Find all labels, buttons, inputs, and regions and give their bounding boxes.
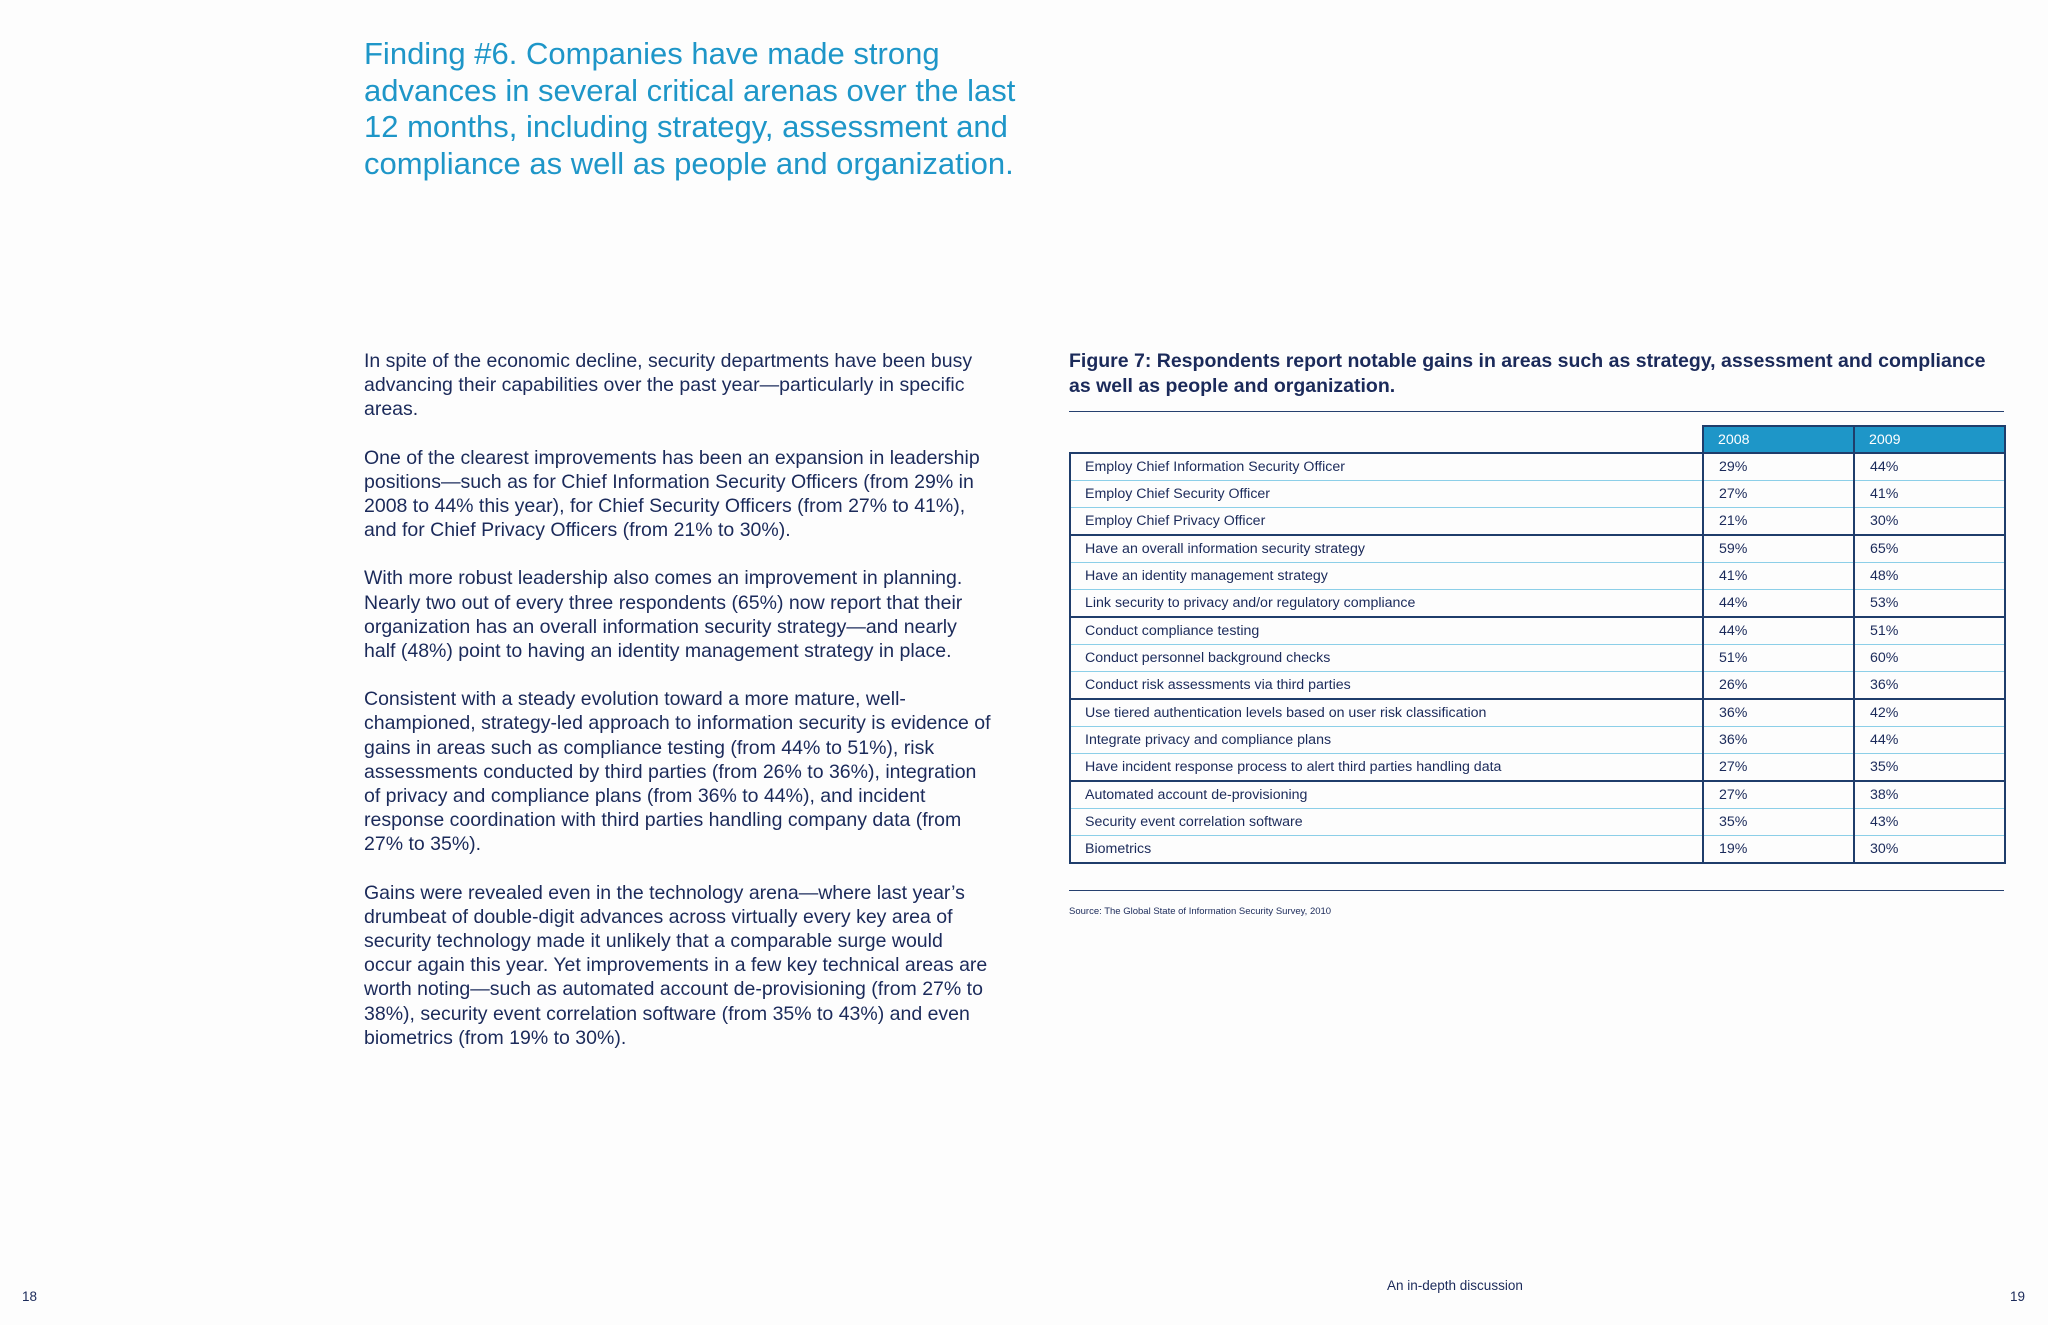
row-label: Link security to privacy and/or regulatory compliance [1070, 590, 1703, 618]
value-2008: 29% [1703, 453, 1854, 481]
row-label: Automated account de-provisioning [1070, 781, 1703, 809]
row-label: Integrate privacy and compliance plans [1070, 727, 1703, 754]
table-row [1070, 617, 2005, 645]
row-label: Conduct personnel background checks [1070, 645, 1703, 672]
figure-title: Figure 7: Respondents report notable gains in areas such as strategy, assessment and compliance as well as people and organization. [1069, 350, 1986, 397]
table-row [1070, 727, 2005, 754]
value-2009: 44% [1854, 453, 2005, 481]
table-row [1070, 481, 2005, 508]
row-label: Have an identity management strategy [1070, 563, 1703, 590]
figure-bottom-rule [1069, 890, 2004, 891]
value-2009: 43% [1854, 809, 2005, 836]
table-row [1070, 508, 2005, 536]
value-2008: 35% [1703, 809, 1854, 836]
column-header-2008: 2008 [1703, 426, 1854, 453]
page-number-right: 19 [2010, 1289, 2026, 1304]
value-2008: 27% [1703, 481, 1854, 508]
table-row [1070, 645, 2005, 672]
body-paragraph: One of the clearest improvements has been an expansion in leadership positions—such as for Chief Information Security Officers (from 29% in 2008 to 44% this year), for Chief Security Officers (from 27% to 41%), and for Chief Privacy Officers (from 21% to 30%). [364, 446, 980, 542]
value-2008: 21% [1703, 508, 1854, 536]
row-label: Conduct risk assessments via third parties [1070, 672, 1703, 700]
row-label: Employ Chief Security Officer [1070, 481, 1703, 508]
column-header-2009: 2009 [1854, 426, 2005, 453]
row-label: Employ Chief Privacy Officer [1070, 508, 1703, 536]
value-2009: 60% [1854, 645, 2005, 672]
table-body [1070, 453, 2005, 863]
row-label: Have an overall information security strategy [1070, 535, 1703, 563]
value-2009: 30% [1854, 508, 2005, 536]
table-row [1070, 535, 2005, 563]
figure-source: Source: The Global State of Information Security Survey, 2010 [1069, 906, 1332, 917]
value-2009: 42% [1854, 699, 2005, 727]
value-2009: 51% [1854, 617, 2005, 645]
table-header-row [1070, 426, 2005, 453]
table-row [1070, 563, 2005, 590]
value-2008: 59% [1703, 535, 1854, 563]
page-heading: Finding #6. Companies have made strong advances in several critical arenas over the last 12 months, including strategy, assessment and compliance as well as people and organization. [364, 36, 1016, 181]
value-2009: 38% [1854, 781, 2005, 809]
table-row [1070, 699, 2005, 727]
body-text [364, 349, 992, 1074]
value-2009: 36% [1854, 672, 2005, 700]
value-2009: 53% [1854, 590, 2005, 618]
value-2009: 48% [1854, 563, 2005, 590]
table-row [1070, 754, 2005, 782]
value-2009: 65% [1854, 535, 2005, 563]
value-2008: 41% [1703, 563, 1854, 590]
value-2008: 44% [1703, 617, 1854, 645]
body-paragraph: Consistent with a steady evolution toward a more mature, well-championed, strategy-led approach to information security is evidence of gains in areas such as compliance testing (from 44% to 51%), risk assessments conducted by third parties (from 26% to 36%), integration of privacy and compliance plans (from 36% to 44%), and incident response coordination with third parties handling company data (from 27% to 35%). [364, 688, 991, 856]
table-header-blank [1070, 426, 1703, 453]
value-2009: 44% [1854, 727, 2005, 754]
body-paragraph: In spite of the economic decline, security departments have been busy advancing their capabilities over the past year—particularly in specific areas. [364, 350, 973, 421]
value-2009: 41% [1854, 481, 2005, 508]
section-name: An in-depth discussion [1387, 1278, 1523, 1293]
page-number-left: 18 [22, 1289, 38, 1304]
table-row [1070, 453, 2005, 481]
row-label: Security event correlation software [1070, 809, 1703, 836]
data-table [1069, 425, 2006, 864]
table-row [1070, 836, 2005, 864]
table-row [1070, 672, 2005, 700]
row-label: Have incident response process to alert third parties handling data [1070, 754, 1703, 782]
figure-7 [1069, 349, 2004, 917]
value-2008: 36% [1703, 727, 1854, 754]
value-2009: 30% [1854, 836, 2005, 864]
body-paragraph: With more robust leadership also comes an improvement in planning. Nearly two out of every three respondents (65%) now report that their organization has an overall information security strategy—and nearly half (48%) point to having an identity management strategy in place. [364, 567, 963, 663]
figure-top-rule [1069, 411, 2004, 412]
value-2008: 51% [1703, 645, 1854, 672]
value-2008: 36% [1703, 699, 1854, 727]
value-2008: 19% [1703, 836, 1854, 864]
row-label: Biometrics [1070, 836, 1703, 864]
value-2008: 27% [1703, 781, 1854, 809]
body-paragraph: Gains were revealed even in the technology arena—where last year’s drumbeat of double-digit advances across virtually every key area of security technology made it unlikely that a comparable surge would occur again this year. Yet improvements in a few key technical areas are worth noting—such as automated account de-provisioning (from 27% to 38%), security event correlation software (from 35% to 43%) and even biometrics (from 19% to 30%). [364, 881, 988, 1049]
value-2009: 35% [1854, 754, 2005, 782]
value-2008: 44% [1703, 590, 1854, 618]
value-2008: 27% [1703, 754, 1854, 782]
row-label: Conduct compliance testing [1070, 617, 1703, 645]
table-row [1070, 809, 2005, 836]
table-row [1070, 781, 2005, 809]
row-label: Employ Chief Information Security Officer [1070, 453, 1703, 481]
value-2008: 26% [1703, 672, 1854, 700]
table-row [1070, 590, 2005, 618]
row-label: Use tiered authentication levels based on user risk classification [1070, 699, 1703, 727]
